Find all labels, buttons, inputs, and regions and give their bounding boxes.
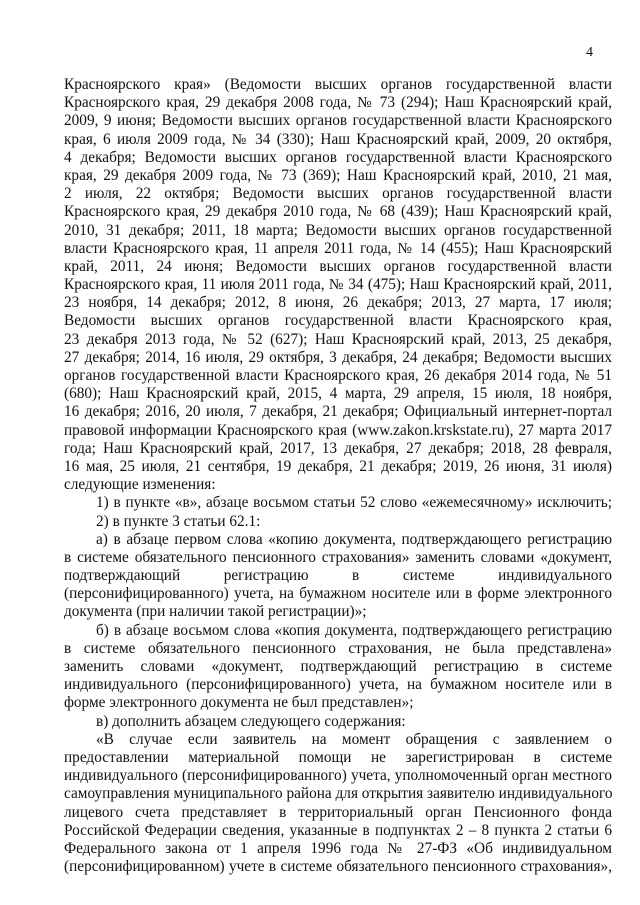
text-line: 2009, 9 июня; Ведомости высших органов государственной власти Красноярского	[64, 112, 612, 130]
text-line: Ведомости высших органов государственной власти Красноярского края,	[64, 312, 612, 330]
text-line: предоставлении материальной помощи не зарегистрирован в системе	[64, 748, 612, 766]
text-line: Красноярского края, 29 декабря 2008 года, № 73 (294); Наш Красноярский край,	[64, 94, 612, 112]
text-line: форме электронного документа не был представлен»;	[64, 694, 414, 712]
text-line: самоуправления муниципального района для открытия заявителю индивидуального	[64, 785, 613, 803]
text-line: Красноярского края, 29 декабря 2010 года, № 68 (439); Наш Красноярский край,	[64, 203, 612, 221]
text-line: индивидуального (персонифицированного) учета, на бумажном носителе или в	[64, 676, 612, 694]
text-line: в) дополнить абзацем следующего содержания:	[96, 712, 406, 730]
text-line: (персонифицированного) учета, на бумажном носителе или в форме электронного	[64, 585, 612, 603]
text-line: 23 декабря 2013 года, № 52 (627); Наш Красноярский край, 2013, 25 декабря,	[64, 330, 612, 348]
text-line: Красноярского края» (Ведомости высших органов государственной власти	[64, 76, 612, 93]
text-line: (персонифицированном) учете в системе обязательного пенсионного страхования»,	[64, 858, 612, 876]
text-line: власти Красноярского края, 11 апреля 2011 года, № 14 (455); Наш Красноярский	[64, 239, 612, 257]
text-line: документа (при наличии такой регистрации)»;	[64, 603, 367, 621]
text-line: правовой информации Красноярского края (www.zakon.krskstate.ru), 27 марта 2017	[64, 421, 612, 439]
text-line: Красноярского края, 11 июля 2011 года, № 34 (475); Наш Красноярский край, 2011,	[64, 276, 612, 294]
text-line: подтверждающий регистрацию в системе индивидуального	[64, 567, 612, 585]
text-line: Федерального закона от 1 апреля 1996 года № 27-ФЗ «Об индивидуальном	[64, 839, 612, 857]
text-line: край, 2011, 24 июня; Ведомости высших органов государственной власти	[64, 257, 612, 275]
text-line: следующие изменения:	[64, 476, 216, 494]
text-line: 16 мая, 25 июля, 21 сентября, 19 декабря, 21 декабря; 2019, 26 июня, 31 июля)	[64, 457, 612, 475]
document-body	[64, 76, 612, 876]
text-line: «В случае если заявитель на момент обращения с заявлением о	[96, 730, 612, 748]
text-line: б) в абзаце восьмом слова «копия документа, подтверждающего регистрацию	[96, 621, 612, 639]
text-line: 2 июля, 22 октября; Ведомости высших органов государственной власти	[64, 185, 612, 203]
text-line: 1) в пункте «в», абзаце восьмом статьи 52 слово «ежемесячному» исключить;	[96, 494, 612, 512]
text-line: 2) в пункте 3 статьи 62.1:	[96, 512, 261, 530]
text-line: а) в абзаце первом слова «копию документа, подтверждающего регистрацию	[96, 530, 612, 548]
text-line: года; Наш Красноярский край, 2017, 13 декабря, 27 декабря; 2018, 28 февраля,	[64, 439, 612, 457]
text-line: 4 декабря; Ведомости высших органов государственной власти Красноярского	[64, 148, 612, 166]
text-line: края, 6 июля 2009 года, № 34 (330); Наш Красноярский край, 2009, 20 октября,	[64, 130, 612, 148]
page-number: 4	[586, 45, 593, 60]
text-line: 2010, 31 декабря; 2011, 18 марта; Ведомости высших органов государственной	[64, 221, 612, 239]
text-line: заменить словами «документ, подтверждающий регистрацию в системе	[64, 658, 612, 675]
text-line: 16 декабря; 2016, 20 июля, 7 декабря, 21 декабря; Официальный интернет-портал	[64, 403, 612, 421]
text-line: лицевого счета представляет в территориальный орган Пенсионного фонда	[64, 803, 612, 821]
text-line: в системе обязательного пенсионного страхования» заменить словами «документ,	[64, 548, 612, 566]
text-line: индивидуального (персонифицированного) учета, уполномоченный орган местного	[64, 767, 612, 785]
text-line: 27 декабря; 2014, 16 июля, 29 октября, 3 декабря, 24 декабря; Ведомости высших	[64, 348, 612, 366]
text-line: в системе обязательного пенсионного страхования, не была представлена»	[64, 639, 612, 657]
text-line: Российской Федерации сведения, указанные в подпунктах 2 – 8 пункта 2 статьи 6	[64, 821, 612, 839]
text-line: края, 29 декабря 2009 года, № 73 (369); Наш Красноярский край, 2010, 21 мая,	[64, 166, 612, 184]
text-line: органов государственной власти Красноярского края, 26 декабря 2014 года, № 51	[64, 367, 612, 384]
text-line: 23 ноября, 14 декабря; 2012, 8 июня, 26 декабря; 2013, 27 марта, 17 июля;	[64, 294, 612, 312]
text-line: (680); Наш Красноярский край, 2015, 4 марта, 29 апреля, 15 июля, 18 ноября,	[64, 385, 612, 403]
